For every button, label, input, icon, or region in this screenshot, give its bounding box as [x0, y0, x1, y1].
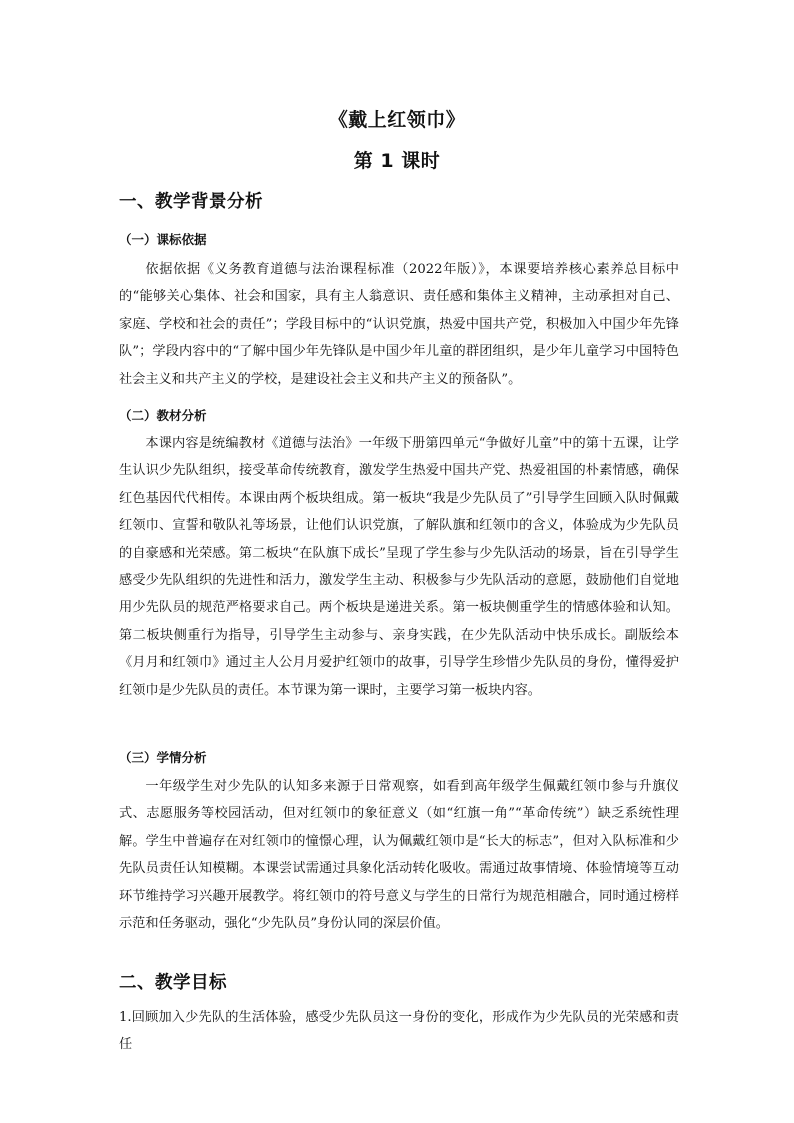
objective-item: 1.回顾加入少先队的生活体验，感受少先队员这一身份的变化，形成作为少先队员的光荣感和责任 [119, 1010, 679, 1053]
section-heading-objectives: 二、教学目标 [119, 973, 227, 993]
subsection-heading-textbook: （二）教材分析 [119, 408, 207, 423]
document-title: 《戴上红领巾》 [328, 109, 466, 131]
paragraph-curriculum: 依据依据《义务教育道德与法治课程标准（2022年版）》，本课要培养核心素养总目标中的“能够关心集体、社会和国家，具有主人翁意识、责任感和集体主义精神，主动承担对自己、家庭、学校和社会的责任”；学段目标中的“认识党旗，热爱中国共产党，积极加入中国少年先锋队”；学段内容中的“了解中国少年先锋队是中国少年儿童的群团组织，是少年儿童学习中国特色社会主义和共产主义的学校，是建设社会主义和共产主义的预备队”。 [119, 262, 679, 387]
document-subtitle: 第 1 课时 [353, 150, 441, 172]
paragraph-textbook: 本课内容是统编教材《道德与法治》一年级下册第四单元“争做好儿童”中的第十五课，让学生认识少先队组织，接受革命传统教育，激发学生热爱中国共产党、热爱祖国的朴素情感，确保红色基因代代相传。本课由两个板块组成。第一板块“我是少先队员了”引导学生回顾入队时佩戴红领巾、宣誓和敬队礼等场景，让他们认识党旗，了解队旗和红领巾的含义，体验成为少先队员的自豪感和光荣感。第二板块“在队旗下成长”呈现了学生参与少先队活动的场景，旨在引导学生感受少先队组织的先进性和活力，激发学生主动、积极参与少先队活动的意愿，鼓励他们自觉地用少先队员的规范严格要求自己。两个板块是递进关系。第一板块侧重学生的情感体验和认知。第二板块侧重行为指导，引导学生主动参与、亲身实践，在少先队活动中快乐成长。副版绘本《月月和红领巾》通过主人公月月爱护红领巾的故事，引导学生珍惜少先队员的身份，懂得爱护红领巾是少先队员的责任。本节课为第一课时，主要学习第一板块内容。 [119, 436, 679, 698]
subsection-heading-learners: （三）学情分析 [119, 750, 207, 765]
subsection-heading-curriculum: （一）课标依据 [119, 232, 207, 247]
section-heading-background: 一、教学背景分析 [119, 192, 263, 212]
paragraph-learners: 一年级学生对少先队的认知多来源于日常观察，如看到高年级学生佩戴红领巾参与升旗仪式、志愿服务等校园活动，但对红领巾的象征意义（如“红旗一角”“革命传统”）缺乏系统性理解。学生中普遍存在对红领巾的憧憬心理，认为佩戴红领巾是“长大的标志”，但对入队标准和少先队员责任认知模糊。本课尝试需通过具象化活动转化吸收。需通过故事情境、体验情境等互动环节维持学习兴趣开展教学。将红领巾的符号意义与学生的日常行为规范相融合，同时通过榜样示范和任务驱动，强化“少先队员”身份认同的深层价值。 [119, 779, 679, 932]
